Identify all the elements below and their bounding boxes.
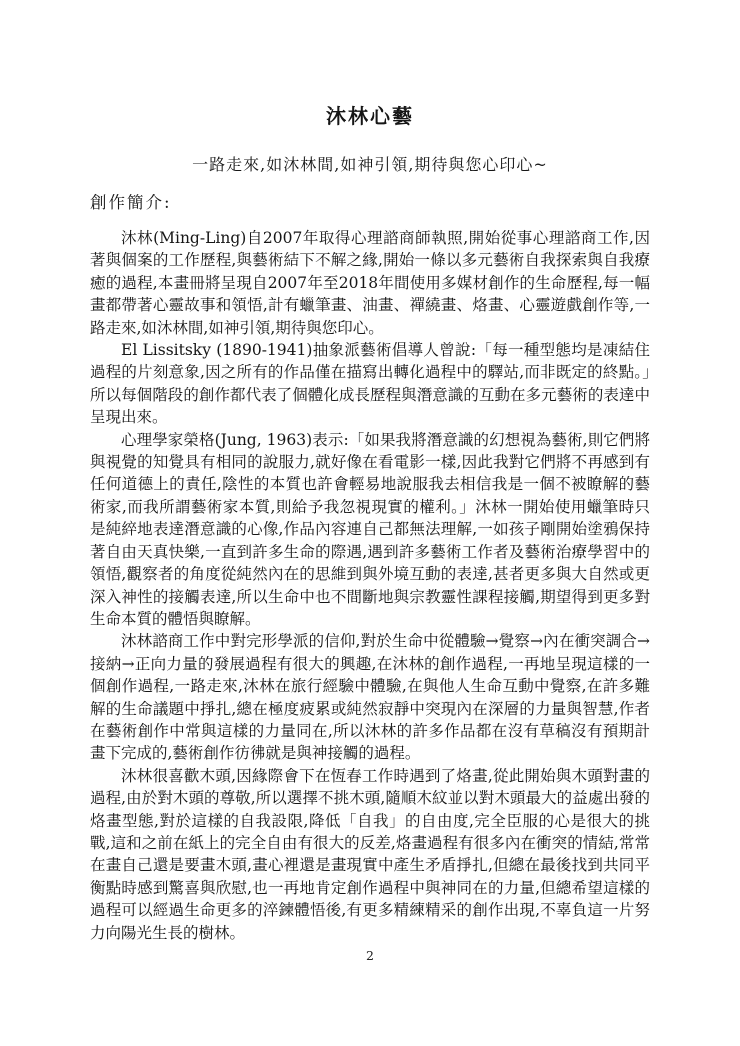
document-content [90,0,650,944]
paragraph-intro: 沐林(Ming-Ling)自2007年取得心理諮商師執照,開始從事心理諮商工作,因著與個案的工作歷程,與藝術結下不解之緣,開始一條以多元藝術自我探索與自我療癒的過程,本畫冊將呈現自2007年至2018年間使用多媒材創作的生命歷程,每一幅畫都帶著心靈故事和領悟,計有蠟筆畫、油畫、禪繞畫、烙畫、心靈遊戲創作等,一路走來,如沐林間,如神引領,期待與您印心。 [90,229,650,337]
paragraph-jung-quote: 心理學家榮格(Jung, 1963)表示:「如果我將潛意識的幻想視為藝術,則它們將與視覺的知覺具有相同的說服力,就好像在看電影一樣,因此我對它們將不再感到有任何道德上的責任,陰性的本質也許會輕易地說服我去相信我是一個不被瞭解的藝術家,而我所謂藝術家本質,則給予我忽視現實的權利。」沐林一開始使用蠟筆時只是純綷地表達潛意識的心像,作品內容連自己都無法理解,一如孩子剛開始塗鴉保持著自由天真快樂,一直到許多生命的際遇,遇到許多藝術工作者及藝術治療學習中的領悟,觀察者的角度從純然內在的思維到與外境互動的表達,甚者更多與大自然或更深入神性的接觸表達,所以生命中也不間斷地與宗教靈性課程接觸,期望得到更多對生命本質的體悟與瞭解。 [90,430,650,628]
page-number: 2 [366,948,374,963]
page-title: 沐林心藝 [326,104,414,128]
paragraph-lissitsky-quote: El Lissitsky (1890-1941)抽象派藝術倡導人曾說:「每一種型態均是凍結住過程的片刻意象,因之所有的作品僅在描寫出轉化過程中的驛站,而非既定的終點。」所以每個階段的創作都代表了個體化成長歷程與潛意識的互動在多元藝術的表達中呈現出來。 [90,341,650,427]
document-body [90,227,650,944]
paragraph-gestalt-process: 沐林諮商工作中對完形學派的信仰,對於生命中從體驗→覺察→內在衝突調合→接納→正向力量的發展過程有很大的興趣,在沐林的創作過程,一再地呈現這樣的一個創作過程,一路走來,沐林在旅行經驗中體驗,在與他人生命互動中覺察,在許多難解的生命議題中掙扎,總在極度疲累或純然寂靜中突現內在深層的力量與智慧,作者在藝術創作中常與這樣的力量同在,所以沐林的許多作品都在沒有草稿沒有預期計畫下完成的,藝術創作彷彿就是與神接觸的過程。 [90,632,650,763]
section-heading: 創作簡介: [90,193,172,212]
subtitle: 一路走來,如沐林間,如神引領,期待與您心印心~ [192,155,548,174]
paragraph-wood-pyrography: 沐林很喜歡木頭,因緣際會下在恆春工作時遇到了烙畫,從此開始與木頭對畫的過程,由於對木頭的尊敬,所以選擇不挑木頭,隨順木紋並以對木頭最大的益處出發的烙畫型態,對於這樣的自我設限,降低「自我」的自由度,完全臣服的心是很大的挑戰,這和之前在紙上的完全自由有很大的反差,烙畫過程有很多內在衝突的情結,常常在畫自己還是要畫木頭,畫心裡還是畫現實中產生矛盾掙扎,但總在最後找到共同平衡點時感到驚喜與欣慰,也一再地肯定創作過程中與神同在的力量,但總希望這樣的過程可以經過生命更多的淬鍊體悟後,有更多精練精采的創作出現,不辜負這一片努力向陽光生長的樹林。 [90,766,650,942]
